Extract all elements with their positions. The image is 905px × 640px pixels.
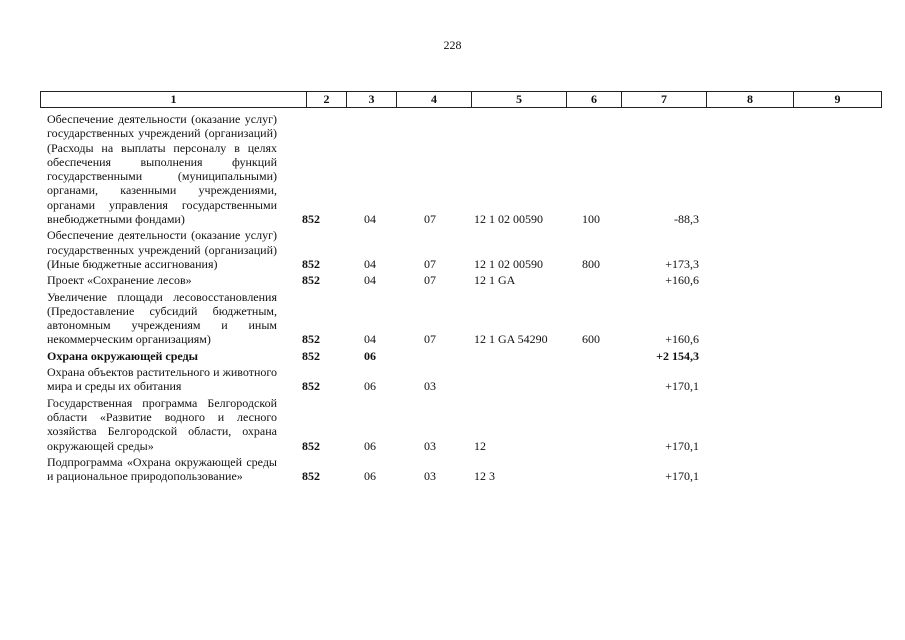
row-admin-code: 852 [302,379,320,394]
row-subsection-code: 07 [424,332,436,347]
table-header [40,91,882,108]
row-amount: +170,1 [665,379,699,394]
table-row [0,455,905,484]
row-section-code: 04 [364,332,376,347]
row-target-article: 12 1 GA [474,273,516,288]
header-col-3: 3 [346,92,396,107]
row-section-code: 04 [364,256,376,271]
row-section-code: 04 [364,212,376,227]
row-amount: +173,3 [665,256,699,271]
page-number: 228 [443,38,462,52]
row-admin-code: 852 [302,212,320,227]
row-expense-type: 800 [582,256,600,271]
row-amount: +170,1 [665,469,699,484]
header-col-9: 9 [793,92,881,107]
header-col-8: 8 [706,92,793,107]
row-target-article: 12 1 GA 54290 [474,332,548,347]
header-col-1: 1 [170,92,177,106]
row-subsection-code: 07 [424,212,436,227]
table-row [0,349,905,363]
row-expense-type: 600 [582,332,600,347]
row-admin-code: 852 [302,348,320,363]
row-section-code: 06 [364,438,376,453]
table-row [0,112,905,226]
header-col-4: 4 [396,92,471,107]
row-amount: +160,6 [665,273,699,288]
row-description: Государственная программа Белгородской области «Развитие водного и лесного хозяйства Белгородской области, охрана окружающей среды» [47,395,277,453]
table-row [0,228,905,271]
row-section-code: 06 [364,348,376,363]
row-subsection-code: 03 [424,469,436,484]
row-section-code: 06 [364,469,376,484]
table-row [0,365,905,394]
row-description: Обеспечение деятельности (оказание услуг) государственных учреждений (организаций) (Расходы на выплаты персоналу в целях обеспечения выполнения функций государственными (муниципальными) органами, казенными учреждениями, органами управления государственными внебюджетными фондами) [47,112,277,227]
row-admin-code: 852 [302,332,320,347]
row-amount: -88,3 [674,212,699,227]
row-description: Охрана объектов растительного и животного мира и среды их обитания [47,365,277,394]
header-col-6: 6 [566,92,621,107]
row-amount: +170,1 [665,438,699,453]
row-admin-code: 852 [302,273,320,288]
row-target-article: 12 1 02 00590 [474,256,543,271]
table-body [0,112,905,483]
row-description: Охрана окружающей среды [47,348,199,363]
table-row [0,273,905,287]
row-amount: +160,6 [665,332,699,347]
row-section-code: 04 [364,273,376,288]
row-target-article: 12 1 02 00590 [474,212,543,227]
header-col-7: 7 [621,92,706,107]
row-admin-code: 852 [302,256,320,271]
row-subsection-code: 07 [424,256,436,271]
row-target-article: 12 [474,438,486,453]
row-target-article: 12 3 [474,469,495,484]
header-col-5: 5 [471,92,566,107]
table-row [0,396,905,453]
row-description: Подпрограмма «Охрана окружающей среды и рациональное природопользование» [47,454,277,484]
header-col-2: 2 [306,92,346,107]
row-description: Обеспечение деятельности (оказание услуг) государственных учреждений (организаций) (Иные бюджетные ассигнования) [47,228,277,271]
row-expense-type: 100 [582,212,600,227]
table-row [0,290,905,347]
row-amount: +2 154,3 [656,348,699,363]
row-admin-code: 852 [302,469,320,484]
row-description: Увеличение площади лесовосстановления (Предоставление субсидий бюджетным, автономным учреждениям и иным некоммерческим организациям) [47,289,277,347]
row-section-code: 06 [364,379,376,394]
row-admin-code: 852 [302,438,320,453]
row-subsection-code: 03 [424,438,436,453]
row-subsection-code: 03 [424,379,436,394]
row-description: Проект «Сохранение лесов» [47,273,192,288]
row-subsection-code: 07 [424,273,436,288]
